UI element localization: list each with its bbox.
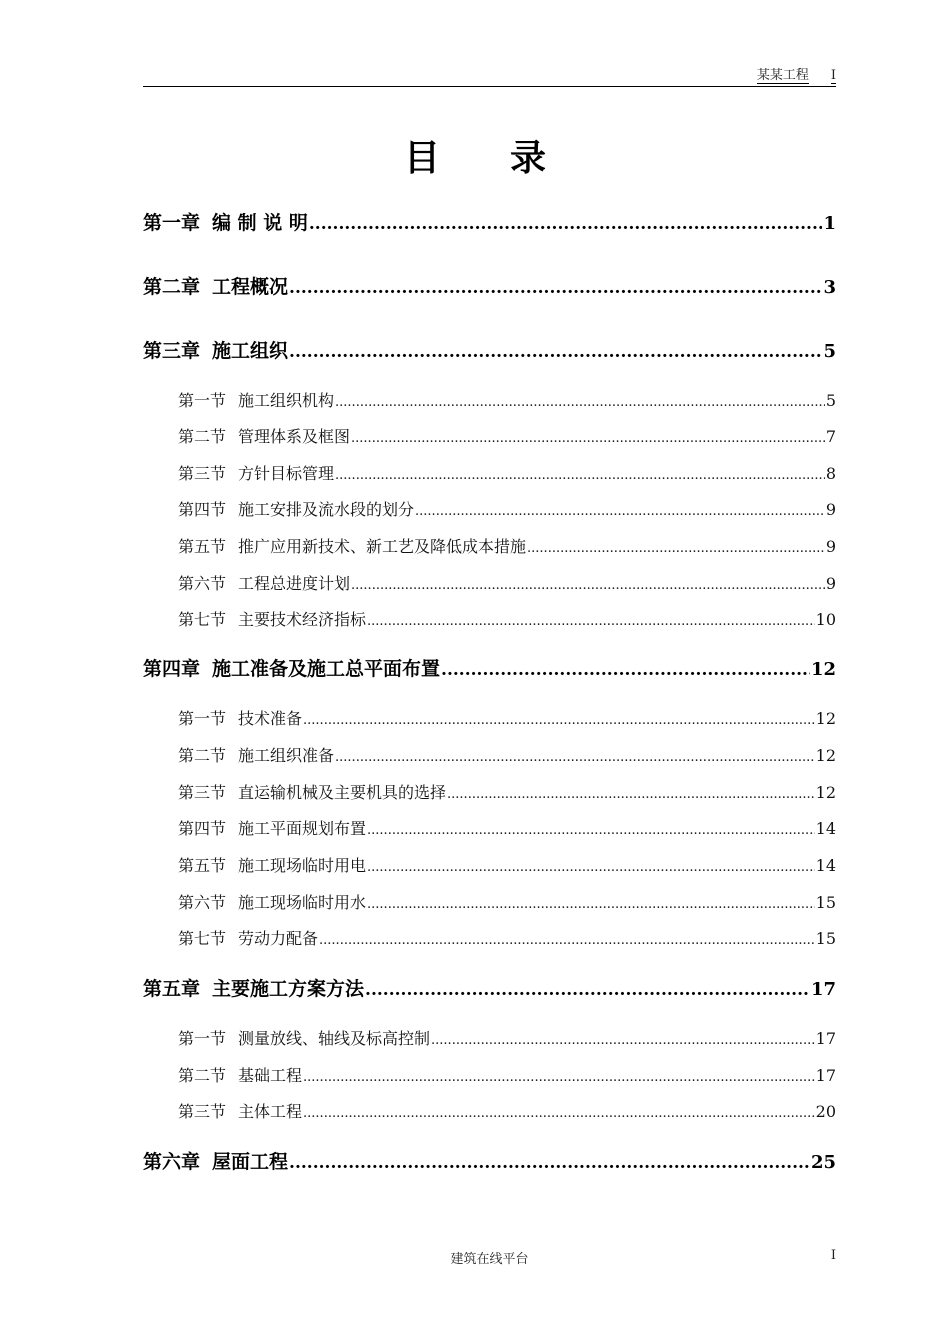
toc-entry-number: 第六节: [178, 574, 227, 593]
toc-dot-leader: [303, 1070, 815, 1085]
toc-entry-label: [178, 534, 526, 557]
toc-entry-number: 第四章: [143, 658, 201, 680]
toc-entry-title: 主体工程: [238, 1102, 303, 1121]
toc-entry-label: [178, 780, 446, 803]
toc-entry-number: 第五节: [178, 537, 227, 556]
toc-dot-leader: [447, 787, 815, 802]
toc-dot-leader: [303, 1106, 815, 1121]
toc-page-number: 9: [825, 574, 836, 593]
toc-entry-number: 第二节: [178, 427, 227, 446]
toc-section-entry[interactable]: [178, 743, 836, 766]
toc-entry-number: 第一章: [143, 212, 201, 234]
toc-chapter-entry[interactable]: [143, 336, 836, 363]
toc-page-number: 20: [815, 1102, 836, 1121]
toc-page-number: 8: [825, 464, 836, 483]
toc-dot-leader: [367, 860, 815, 875]
toc-entry-label: [178, 743, 334, 766]
page-footer: [143, 1248, 836, 1268]
toc-entry-label: [143, 654, 440, 681]
footer-page-number: I: [830, 1248, 836, 1263]
toc-page-number: 12: [815, 746, 836, 765]
toc-entry-label: [178, 890, 366, 913]
toc-entry-title: 施工现场临时用水: [238, 893, 367, 912]
toc-entry-label: [178, 853, 366, 876]
page-header: [143, 66, 836, 87]
toc-page-number: 17: [810, 979, 836, 1000]
toc-page-number: 9: [825, 537, 836, 556]
toc-page-number: 25: [810, 1152, 836, 1173]
toc-dot-leader: [365, 980, 810, 1000]
toc-entry-label: [143, 208, 308, 235]
toc-page-number: 10: [815, 610, 836, 629]
toc-dot-leader: [441, 660, 810, 680]
toc-entry-title: 方针目标管理: [238, 464, 335, 483]
toc-section-entry[interactable]: [178, 816, 836, 839]
toc-entry-number: 第二章: [143, 276, 201, 298]
toc-page-number: 12: [810, 659, 836, 680]
toc-entry-title: 基础工程: [238, 1066, 303, 1085]
toc-entry-title: 施工安排及流水段的划分: [238, 500, 415, 519]
toc-entry-label: [178, 388, 334, 411]
toc-page-number: 1: [823, 213, 836, 234]
toc-section-entry[interactable]: [178, 780, 836, 803]
toc-section-entry[interactable]: [178, 497, 836, 520]
toc-section-entry[interactable]: [178, 853, 836, 876]
toc-entry-title: 推广应用新技术、新工艺及降低成本措施: [238, 537, 527, 556]
toc-page-number: 5: [825, 391, 836, 410]
footer-text: 建筑在线平台: [450, 1252, 529, 1267]
header-text: [757, 68, 836, 84]
toc-entry-title: 工程总进度计划: [238, 574, 351, 593]
toc-entry-label: [178, 607, 366, 630]
toc-dot-leader: [309, 214, 823, 234]
toc-entry-label: [178, 1026, 430, 1049]
toc-chapter-entry[interactable]: [143, 974, 836, 1001]
toc-dot-leader: [289, 1153, 810, 1173]
toc-dot-leader: [415, 504, 825, 519]
toc-section-entry[interactable]: [178, 706, 836, 729]
toc-page-number: 14: [815, 819, 836, 838]
toc-dot-leader: [367, 897, 815, 912]
toc-chapter-entry[interactable]: [143, 272, 836, 299]
toc-section-entry[interactable]: [178, 388, 836, 411]
toc-dot-leader: [335, 750, 815, 765]
toc-entry-title: 测量放线、轴线及标高控制: [238, 1029, 431, 1048]
toc-entry-label: [178, 706, 302, 729]
toc-entry-label: [178, 424, 350, 447]
toc-entry-number: 第四节: [178, 819, 227, 838]
toc-entry-title: 直运输机械及主要机具的选择: [238, 783, 447, 802]
toc-entry-label: [143, 974, 364, 1001]
toc-entry-number: 第三章: [143, 340, 201, 362]
toc-section-entry[interactable]: [178, 534, 836, 557]
toc-dot-leader: [351, 431, 825, 446]
toc-entry-title: 施工组织: [212, 340, 289, 362]
toc-entry-label: [143, 1147, 288, 1174]
toc-chapter-entry[interactable]: [143, 1147, 836, 1174]
toc-page-number: 17: [815, 1029, 836, 1048]
page-title: 目录: [403, 138, 616, 179]
toc-entry-title: 施工现场临时用电: [238, 856, 367, 875]
toc-page-number: 7: [825, 427, 836, 446]
toc-entry-title: 主要技术经济指标: [238, 610, 367, 629]
toc-dot-leader: [431, 1033, 815, 1048]
toc-entry-label: [178, 461, 334, 484]
toc-page-number: 5: [823, 341, 836, 362]
toc-page-number: 3: [823, 277, 836, 298]
toc-chapter-entry[interactable]: [143, 654, 836, 681]
toc-entry-label: [178, 1063, 302, 1086]
toc-dot-leader: [303, 713, 815, 728]
toc-page-number: 15: [815, 929, 836, 948]
toc-dot-leader: [319, 933, 815, 948]
toc-entry-number: 第三节: [178, 1102, 227, 1121]
toc-entry-title: 技术准备: [238, 709, 303, 728]
toc-section-entry[interactable]: [178, 607, 836, 630]
toc-section-entry[interactable]: [178, 1063, 836, 1086]
toc-section-entry[interactable]: [178, 424, 836, 447]
toc-entry-title: 施工组织准备: [238, 746, 335, 765]
toc-page-number: 9: [825, 500, 836, 519]
toc-dot-leader: [367, 614, 815, 629]
toc-dot-leader: [351, 578, 825, 593]
header-page-number: I: [830, 68, 836, 83]
toc-entry-label: [178, 926, 318, 949]
toc-section-entry[interactable]: [178, 571, 836, 594]
toc-entry-number: 第七节: [178, 929, 227, 948]
toc-entry-label: [178, 571, 350, 594]
toc-dot-leader: [367, 823, 815, 838]
toc-entry-title: 工程概况: [212, 276, 289, 298]
toc-entry-label: [143, 272, 288, 299]
toc-entry-number: 第四节: [178, 500, 227, 519]
toc-entry-number: 第一节: [178, 1029, 227, 1048]
toc-entry-title: 编 制 说 明: [212, 212, 308, 234]
toc-entry-title: 管理体系及框图: [238, 427, 351, 446]
toc-entry-number: 第三节: [178, 464, 227, 483]
toc-entry-label: [178, 497, 414, 520]
toc-entry-title: 屋面工程: [212, 1151, 289, 1173]
toc-entry-number: 第一节: [178, 391, 227, 410]
toc-entry-label: [178, 1099, 302, 1122]
toc-entry-title: 施工准备及施工总平面布置: [212, 658, 441, 680]
toc-entry-number: 第二节: [178, 746, 227, 765]
toc-entry-number: 第一节: [178, 709, 227, 728]
toc-entry-title: 施工组织机构: [238, 391, 335, 410]
toc-dot-leader: [335, 395, 825, 410]
toc-page-number: 12: [815, 709, 836, 728]
toc-entry-number: 第六章: [143, 1151, 201, 1173]
toc-section-entry[interactable]: [178, 1099, 836, 1122]
toc-section-entry[interactable]: [178, 461, 836, 484]
toc-dot-leader: [289, 278, 822, 298]
toc-section-entry[interactable]: [178, 926, 836, 949]
toc-section-entry[interactable]: [178, 1026, 836, 1049]
toc-entry-number: 第七节: [178, 610, 227, 629]
toc-entry-label: [178, 816, 366, 839]
toc-entry-title: 劳动力配备: [238, 929, 319, 948]
toc-entry-number: 第二节: [178, 1066, 227, 1085]
toc-entry-title: 主要施工方案方法: [212, 978, 365, 1000]
toc-entry-label: [143, 336, 288, 363]
toc-page-number: 15: [815, 893, 836, 912]
toc-chapter-entry[interactable]: [143, 208, 836, 235]
toc-dot-leader: [335, 468, 825, 483]
header-project: 某某工程: [756, 68, 809, 83]
toc-page-number: 17: [815, 1066, 836, 1085]
toc-section-entry[interactable]: [178, 890, 836, 913]
toc-dot-leader: [527, 541, 825, 556]
toc-entry-number: 第三节: [178, 783, 227, 802]
toc-dot-leader: [289, 342, 822, 362]
toc-entry-number: 第六节: [178, 893, 227, 912]
toc-entry-number: 第五节: [178, 856, 227, 875]
toc-entry-title: 施工平面规划布置: [238, 819, 367, 838]
toc-page-number: 12: [815, 783, 836, 802]
toc-entry-number: 第五章: [143, 978, 201, 1000]
toc-page-number: 14: [815, 856, 836, 875]
